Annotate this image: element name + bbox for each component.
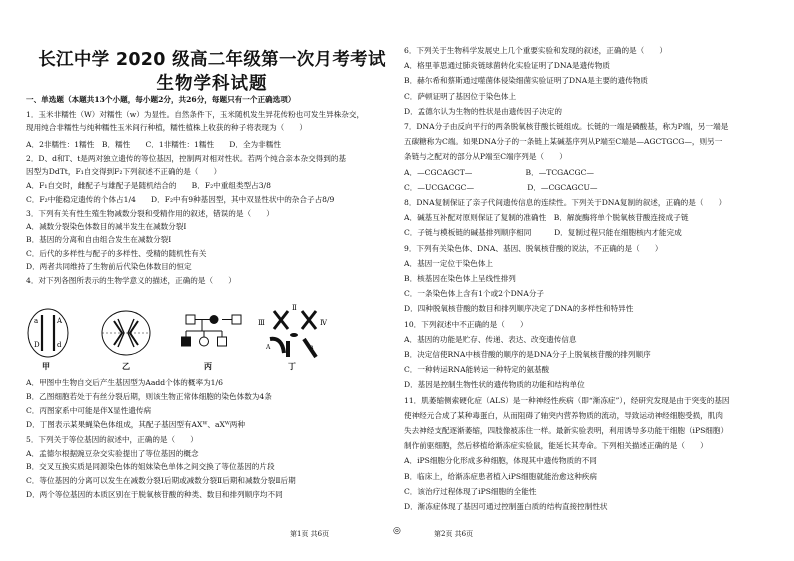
question-line: 3．下列有关有性生殖生物减数分裂和受精作用的叙述，错误的是（ ） — [26, 209, 274, 218]
fig-fly-label-III: Ⅲ — [258, 319, 265, 327]
question-line: 五碳糖称为C端。如果DNA分子的一条链上某碱基序列从P端至C端是—AGCTGCG—，则另一 — [404, 137, 723, 147]
question-line: A．F₁自交时，雌配子与雄配子是随机结合的 B．F₂中重组类型占3/8 — [26, 181, 271, 190]
question-line: 使神经元合成了某种毒蛋白，从而阻碍了轴突内营养物质的流动，导致运动神经细胞受损，肌肉 — [404, 410, 723, 420]
fig-label-jia: 甲 — [42, 361, 50, 371]
question-line: 制作前驱细胞，然后移植给渐冻症实验鼠，能延长其寿命。下列相关描述正确的是（ ） — [404, 441, 708, 451]
fig-gene-d: d — [57, 341, 62, 349]
question-line: C．等位基因的分离可以发生在减数分裂Ⅰ后期或减数分裂Ⅱ后期和减数分裂Ⅱ后期 — [26, 476, 296, 485]
question-line: 2．D、d和T、t是两对独立遗传的等位基因，控制两对相对性状。若两个纯合亲本杂交得到的基 — [26, 154, 347, 163]
question-line: 9．下列有关染色体、DNA、基因、脱氧核苷酸的说法，不正确的是（ ） — [404, 243, 663, 253]
fig-ding-chromosomes — [258, 304, 328, 357]
fig-gene-D: D — [34, 341, 40, 349]
fig-label-bing: 丙 — [204, 361, 212, 371]
question-line: A．碱基互补配对原则保证了复制的准确性 B．解旋酶将单个脱氧核苷酸连接成子链 — [404, 213, 689, 223]
section-heading: 一、单选题（本题共13个小题，每小题2分，共26分，每题只有一个正确选项） — [26, 95, 296, 104]
question-line: D．两者共同维持了生物前后代染色体数目的恒定 — [26, 262, 192, 271]
question-line: B．基因的分离和自由组合发生在减数分裂Ⅰ — [26, 235, 172, 244]
exam-subtitle: 生物学科试题 — [156, 74, 268, 94]
question-line: 4．对下列各图所表示的生物学意义的描述，正确的是（ ） — [26, 276, 236, 285]
fig-label-ding: 丁 — [288, 361, 296, 371]
question-line: A．孟德尔根据豌豆杂交实验提出了等位基因的概念 — [26, 449, 199, 458]
question-line: 条链与之配对的部分从P端至C端序列是（ ） — [404, 152, 567, 162]
page-footer-left: 第1页 共6页 — [290, 530, 330, 538]
question-line: A．减数分裂染色体数目的减半发生在减数分裂Ⅰ — [26, 222, 187, 231]
exam-title: 长江中学 2020 级高二年级第一次月考考试 — [38, 50, 386, 70]
fig-fly-label-IV: Ⅳ — [320, 319, 327, 327]
question-line: 11．肌萎缩侧索硬化症（ALS）是一种神经性疾病（即“渐冻症”），经研究发现是由于突变的基因 — [404, 395, 730, 405]
fig-yi-cell — [102, 311, 150, 355]
question-line: 失去神经支配逐渐萎缩，四肢像被冻住一样。最新实验表明，利用诱导多功能干细胞（iPS细胞） — [404, 426, 729, 435]
page-footer-right: 第2页 共6页 — [434, 530, 474, 538]
question-line: 10．下列叙述中不正确的是（ ） — [404, 319, 528, 329]
question-line: B．决定信使RNA中核苷酸的顺序的是DNA分子上脱氧核苷酸的排列顺序 — [404, 350, 651, 359]
right-column — [404, 0, 776, 561]
q4-figure — [26, 303, 386, 363]
fig-jia-cell — [28, 309, 68, 357]
question-line: 6．下列关于生物科学发展史上几个重要实验和发现的叙述，正确的是（ ） — [404, 46, 668, 55]
question-line: D．四种脱氧核苷酸的数目和排列顺序决定了DNA的多样性和特异性 — [404, 304, 634, 314]
question-line: D．渐冻症体现了基因可通过控制蛋白质的结构直接控制性状 — [404, 502, 608, 511]
question-line: C．一种转运RNA能转运一种特定的氨基酸 — [404, 365, 550, 375]
question-line: D．丁图表示某果蝇染色体组成，其配子基因型有AXᵂ、aXᵂ两种 — [26, 420, 245, 429]
question-line: D．两个等位基因的本质区别在于脱氧核苷酸的种类、数目和排列顺序均不同 — [26, 490, 283, 499]
question-line: B．赫尔希和蔡斯通过噬菌体侵染细菌实验证明了DNA是主要的遗传物质 — [404, 76, 649, 86]
question-line: 现用纯合非糯性与纯种糯性玉米间行种植，糯性植株上收获的种子将表现为（ ） — [26, 123, 307, 132]
question-line: C．萨顿证明了基因位于染色体上 — [404, 91, 517, 101]
question-line: B．核基因在染色体上呈线性排列 — [404, 274, 516, 283]
fig-gene-A: A — [57, 317, 63, 325]
question-line: C．一条染色体上含有1个或2个DNA分子 — [404, 289, 545, 299]
left-column — [26, 0, 398, 561]
question-line: B．交叉互换实质是同源染色体的姐妹染色单体之间交换了等位基因的片段 — [26, 462, 275, 471]
question-line: 8．DNA复制保证了亲子代间遗传信息的连续性。下列关于DNA复制的叙述，正确的是（ ） — [404, 198, 727, 207]
fig-label-yi: 乙 — [122, 361, 130, 371]
question-line: 1．玉米非糯性（W）对糯性（w）为显性。自然条件下，玉米随机发生异花传粉也可发生异株杂交， — [26, 110, 365, 119]
question-line: A．2非糯性：1糯性 B．糯性 C．1非糯性：1糯性 D．全为非糯性 — [26, 140, 281, 149]
question-line: A．基因一定位于染色体上 — [404, 258, 494, 268]
fig-gene-a-left: a — [34, 317, 39, 325]
question-line: 7．DNA分子由反向平行的两条脱氧核苷酸长链组成。长链的一端是磷酸基，称为P端，另一端是 — [404, 122, 729, 131]
question-line: A．格里菲思通过肺炎链球菌转化实验证明了DNA是遗传物质 — [404, 61, 610, 71]
question-line: C．丙图家系中可能是伴X显性遗传病 — [26, 406, 152, 415]
question-line: A．—CGCAGCT— B．—TCGACGC— — [404, 167, 595, 177]
question-line: A．甲图中生物自交后产生基因型为Aadd个体的概率为1/6 — [26, 378, 223, 387]
question-line: B．临床上，给渐冻症患者植入iPS细胞就能治愈这种疾病 — [404, 471, 597, 481]
question-line: C．子链与模板链的碱基排列顺序相同 D．复制过程只能在细胞核内才能完成 — [404, 228, 682, 238]
question-line: D．基因是控制生物性状的遗传物质的功能和结构单位 — [404, 380, 585, 390]
question-line: A．iPS细胞分化形成多种细胞，体现其中遗传物质的不同 — [404, 456, 597, 466]
question-line: C．—UCGACGC— D．—CGCAGCU— — [404, 182, 598, 192]
question-line: 5．下列关于等位基因的叙述中，正确的是（ ） — [26, 435, 198, 444]
question-line: C．该治疗过程体现了iPS细胞的全能性 — [404, 486, 537, 496]
question-line: 因型为DdTt，F₁自交得到F₂下列叙述不正确的是（ ） — [26, 167, 222, 176]
fig-bing-pedigree — [182, 315, 242, 346]
fig-fly-label-II: Ⅱ — [292, 304, 297, 312]
fig-fly-gene-a: a — [310, 344, 314, 351]
question-line: B．乙图细胞若处于有丝分裂后期，则该生物正常体细胞的染色体数为4条 — [26, 392, 272, 401]
fold-mark: ◎ — [393, 526, 401, 536]
question-line: D．孟德尔认为生物的性状是由遗传因子决定的 — [404, 106, 562, 116]
fig-fly-gene-A: A — [266, 344, 271, 351]
question-line: A．基因的功能是贮存、传递、表达、改变遗传信息 — [404, 334, 577, 344]
question-line: C．F₂中能稳定遗传的个体占1/4 D．F₂中有9种基因型，其中双显性状中的杂合子占8/9 — [26, 195, 335, 204]
question-line: C．后代的多样性与配子的多样性、受精的随机性有关 — [26, 249, 207, 258]
